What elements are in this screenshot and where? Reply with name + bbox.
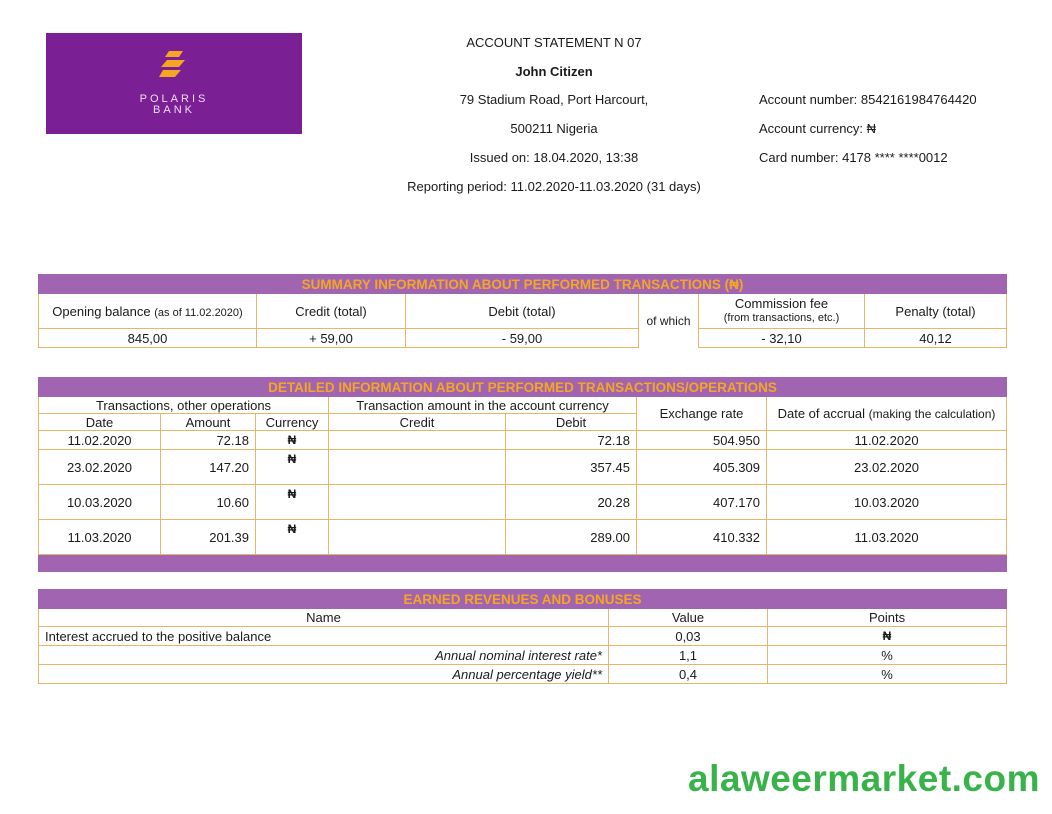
row-date: 23.02.2020	[39, 450, 161, 485]
row-exchange-rate: 405.309	[637, 450, 767, 485]
earned-row-value: 0,03	[609, 627, 768, 646]
earned-row-points: %	[768, 646, 1007, 665]
row-credit	[329, 520, 506, 555]
credit-total-header: Credit (total)	[257, 294, 406, 329]
row-currency: ₦	[256, 431, 329, 450]
row-credit	[329, 450, 506, 485]
row-exchange-rate: 407.170	[637, 485, 767, 520]
row-currency: ₦	[256, 450, 329, 485]
commission-fee-sub: (from transactions, etc.)	[723, 312, 840, 324]
row-date: 11.03.2020	[39, 520, 161, 555]
earned-row-points: ₦	[768, 627, 1007, 646]
earned-row-value: 0,4	[609, 665, 768, 684]
amount-group-header: Transaction amount in the account currency	[329, 397, 637, 414]
of-which-label	[639, 294, 699, 348]
row-accrual-date: 23.02.2020	[767, 450, 1007, 485]
opening-balance-sub: (as of 11.02.2020)	[154, 306, 243, 319]
earned-row-name: Annual percentage yield**	[39, 665, 609, 684]
col-value-header: Value	[609, 609, 768, 627]
row-date: 11.02.2020	[39, 431, 161, 450]
credit-total-value: + 59,00	[257, 329, 406, 348]
earned-row-value: 1,1	[609, 646, 768, 665]
row-credit	[329, 485, 506, 520]
commission-fee-label: Commission fee	[734, 296, 829, 311]
row-amount: 201.39	[161, 520, 256, 555]
row-accrual-date: 10.03.2020	[767, 485, 1007, 520]
row-currency: ₦	[256, 520, 329, 555]
accrual-date-header	[767, 397, 1007, 431]
row-date: 10.03.2020	[39, 485, 161, 520]
transactions-table	[38, 377, 1007, 572]
opening-balance-value: 845,00	[39, 329, 257, 348]
col-credit-header: Credit	[329, 414, 506, 431]
row-debit: 20.28	[506, 485, 637, 520]
table-row	[39, 431, 1007, 450]
address-line2: 500211 Nigeria	[510, 121, 598, 136]
summary-title: SUMMARY INFORMATION ABOUT PERFORMED TRANSACTIONS (₦)	[39, 275, 1007, 294]
row-currency: ₦	[256, 485, 329, 520]
accrual-date-sub: (making the calculation)	[868, 407, 996, 421]
penalty-total-value: 40,12	[865, 329, 1007, 348]
exchange-rate-header: Exchange rate	[637, 397, 767, 431]
reporting-period: Reporting period: 11.02.2020-11.03.2020 (31 days)	[407, 179, 701, 194]
col-name-header: Name	[39, 609, 609, 627]
col-currency-header: Currency	[256, 414, 329, 431]
row-amount: 147.20	[161, 450, 256, 485]
debit-total-header: Debit (total)	[406, 294, 639, 329]
earned-row-name: Interest accrued to the positive balance	[39, 627, 609, 646]
account-number: Account number: 8542161984764420	[759, 92, 977, 107]
row-exchange-rate: 410.332	[637, 520, 767, 555]
accrual-date-label: Date of accrual	[777, 406, 866, 421]
table-row	[39, 646, 1007, 665]
commission-fee-header	[699, 294, 865, 329]
table-row	[39, 627, 1007, 646]
penalty-total-header: Penalty (total)	[865, 294, 1007, 329]
client-name: John Citizen	[515, 64, 593, 79]
opening-balance-label: Opening balance	[52, 303, 151, 319]
issued-date: Issued on: 18.04.2020, 13:38	[469, 150, 639, 165]
earned-row-points: %	[768, 665, 1007, 684]
row-credit	[329, 431, 506, 450]
row-debit: 72.18	[506, 431, 637, 450]
row-accrual-date: 11.02.2020	[767, 431, 1007, 450]
col-amount-header: Amount	[161, 414, 256, 431]
bank-logo	[46, 33, 302, 134]
transactions-group-header: Transactions, other operations	[39, 397, 329, 414]
earned-row-name: Annual nominal interest rate*	[39, 646, 609, 665]
address-line1: 79 Stadium Road, Port Harcourt,	[459, 92, 649, 107]
row-amount: 72.18	[161, 431, 256, 450]
statement-title: ACCOUNT STATEMENT N 07	[466, 35, 642, 50]
row-debit: 357.45	[506, 450, 637, 485]
earned-table	[38, 589, 1007, 684]
row-debit: 289.00	[506, 520, 637, 555]
table-row	[39, 520, 1007, 555]
row-accrual-date: 11.03.2020	[767, 520, 1007, 555]
table-row	[39, 450, 1007, 485]
debit-total-value: - 59,00	[406, 329, 639, 348]
opening-balance-header	[39, 294, 257, 329]
summary-table	[38, 274, 1007, 348]
table-row	[39, 665, 1007, 684]
row-amount: 10.60	[161, 485, 256, 520]
transactions-title: DETAILED INFORMATION ABOUT PERFORMED TRANSACTIONS/OPERATIONS	[39, 378, 1007, 397]
bank-name-line1: POLARIS	[139, 93, 209, 105]
card-number: Card number: 4178 **** ****0012	[759, 150, 948, 165]
account-currency: Account currency: ₦	[759, 121, 877, 136]
table-row	[39, 485, 1007, 520]
transactions-footer-band	[39, 555, 1007, 572]
bank-logo-mark-icon	[159, 51, 189, 83]
earned-title: EARNED REVENUES AND BONUSES	[39, 590, 1007, 609]
col-date-header: Date	[39, 414, 161, 431]
site-watermark: alaweermarket.com	[688, 758, 1040, 799]
of-which-text: of which	[646, 313, 691, 328]
bank-name-line2: BANK	[153, 104, 195, 116]
row-exchange-rate: 504.950	[637, 431, 767, 450]
commission-fee-value: - 32,10	[699, 329, 865, 348]
col-points-header: Points	[768, 609, 1007, 627]
col-debit-header: Debit	[506, 414, 637, 431]
